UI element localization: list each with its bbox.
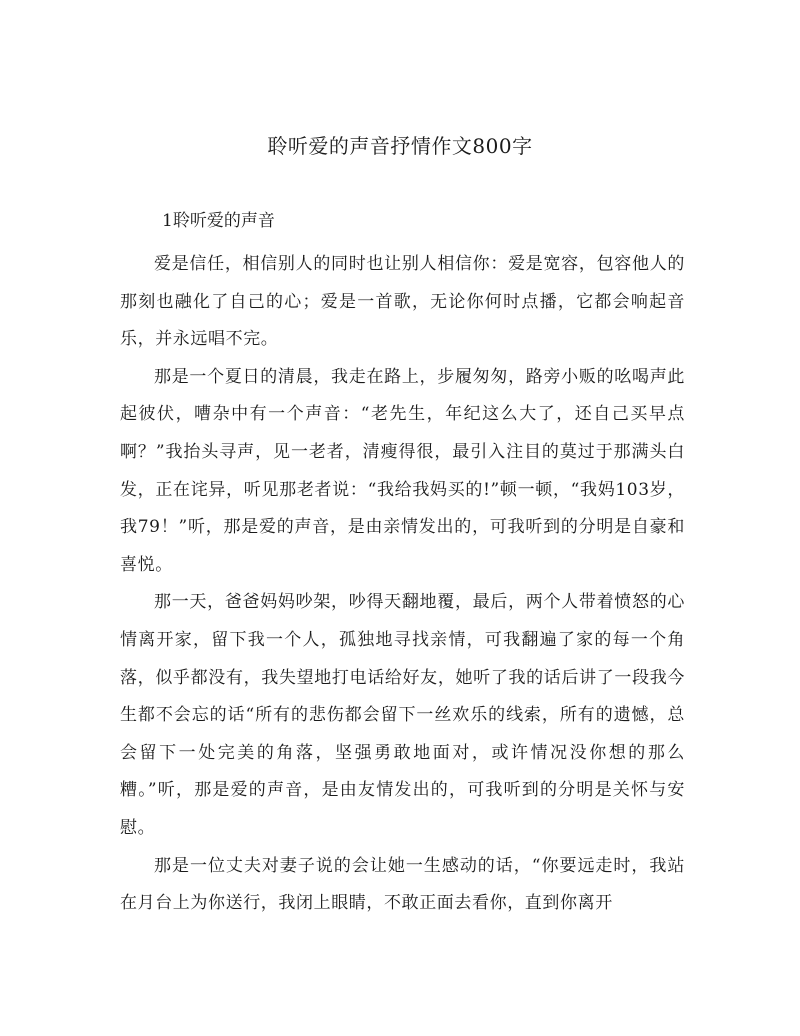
document-title: 聆听爱的声音抒情作文800字	[267, 134, 533, 158]
paragraph: 爱是信任，相信别人的同时也让别人相信你：爱是宽容，包容他人的那刻也融化了自己的心；爱是一首歌，无论你何时点播，它都会响起音乐，并永远唱不完。	[120, 254, 685, 350]
paragraph: 那是一位丈夫对妻子说的会让她一生感动的话，“你要远走时，我站在月台上为你送行，我闭上眼睛，不敢正面去看你，直到你离开	[120, 855, 685, 914]
paragraph: 那是一个夏日的清晨，我走在路上，步履匆匆，路旁小贩的吆喝声此起彼伏，嘈杂中有一个声音：“老先生，年纪这么大了，还自己买早点啊？”我抬头寻声，见一老者，清瘦得很，最引入注目的莫过于那满头白发，正在诧异，听见那老者说：“我给我妈买的!”顿一顿，“我妈103岁，我79！”听，那是爱的声音，是由亲情发出的，可我听到的分明是自豪和喜悦。	[120, 366, 685, 575]
document-body	[120, 246, 685, 923]
paragraph: 那一天，爸爸妈妈吵架，吵得天翻地覆，最后，两个人带着愤怒的心情离开家，留下我一个人，孤独地寻找亲情，可我翻遍了家的每一个角落，似乎都没有，我失望地打电话给好友，她听了我的话后讲了一段我今生都不会忘的话“所有的悲伤都会留下一丝欢乐的线索，所有的遗憾，总会留下一处完美的角落，坚强勇敢地面对，或许情况没你想的那么糟。”听，那是爱的声音，是由友情发出的，可我听到的分明是关怀与安慰。	[120, 592, 685, 838]
section-heading: 1聆听爱的声音	[162, 211, 275, 231]
